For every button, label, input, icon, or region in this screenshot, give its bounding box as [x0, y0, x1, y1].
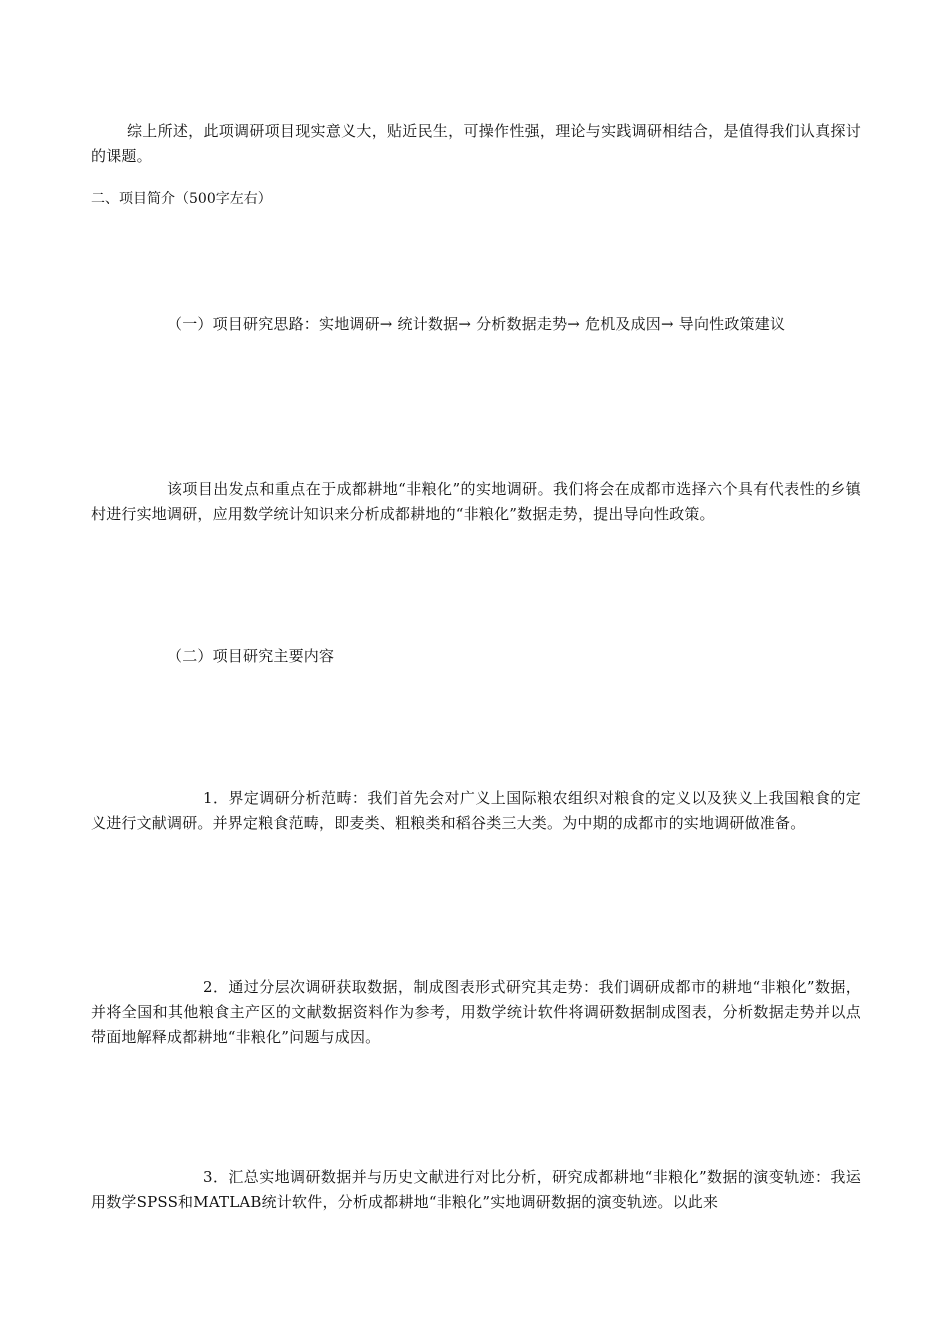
item-1-paragraph: 1．界定调研分析范畴：我们首先会对广义上国际粮农组织对粮食的定义以及狭义上我国粮食的定义进行文献调研。并界定粮食范畴，即麦类、粗粮类和稻谷类三大类。为中期的成都市的实地调研做准备。	[91, 789, 861, 832]
research-idea-paragraph: （一）项目研究思路：实地调研→ 统计数据→ 分析数据走势→ 危机及成因→ 导向性政策建议	[167, 315, 786, 333]
summary-paragraph: 综上所述，此项调研项目现实意义大，贴近民生，可操作性强，理论与实践调研相结合，是值得我们认真探讨的课题。	[91, 122, 861, 165]
main-content-heading: （二）项目研究主要内容	[167, 647, 335, 665]
section-two-heading: 二、项目简介（500字左右）	[91, 191, 272, 207]
item-2-paragraph: 2．通过分层次调研获取数据，制成图表形式研究其走势：我们调研成都市的耕地“非粮化”数据，并将全国和其他粮食主产区的文献数据资料作为参考，用数学统计软件将调研数据制成图表，分析数据走势并以点带面地解释成都耕地“非粮化”问题与成因。	[91, 978, 861, 1046]
project-focus-paragraph: 该项目出发点和重点在于成都耕地“非粮化”的实地调研。我们将会在成都市选择六个具有代表性的乡镇村进行实地调研，应用数学统计知识来分析成都耕地的“非粮化”数据走势，提出导向性政策。	[91, 480, 861, 523]
item-3-paragraph: 3．汇总实地调研数据并与历史文献进行对比分析，研究成都耕地“非粮化”数据的演变轨迹：我运用数学SPSS和MATLAB统计软件，分析成都耕地“非粮化”实地调研数据的演变轨迹。以此来	[91, 1168, 861, 1211]
